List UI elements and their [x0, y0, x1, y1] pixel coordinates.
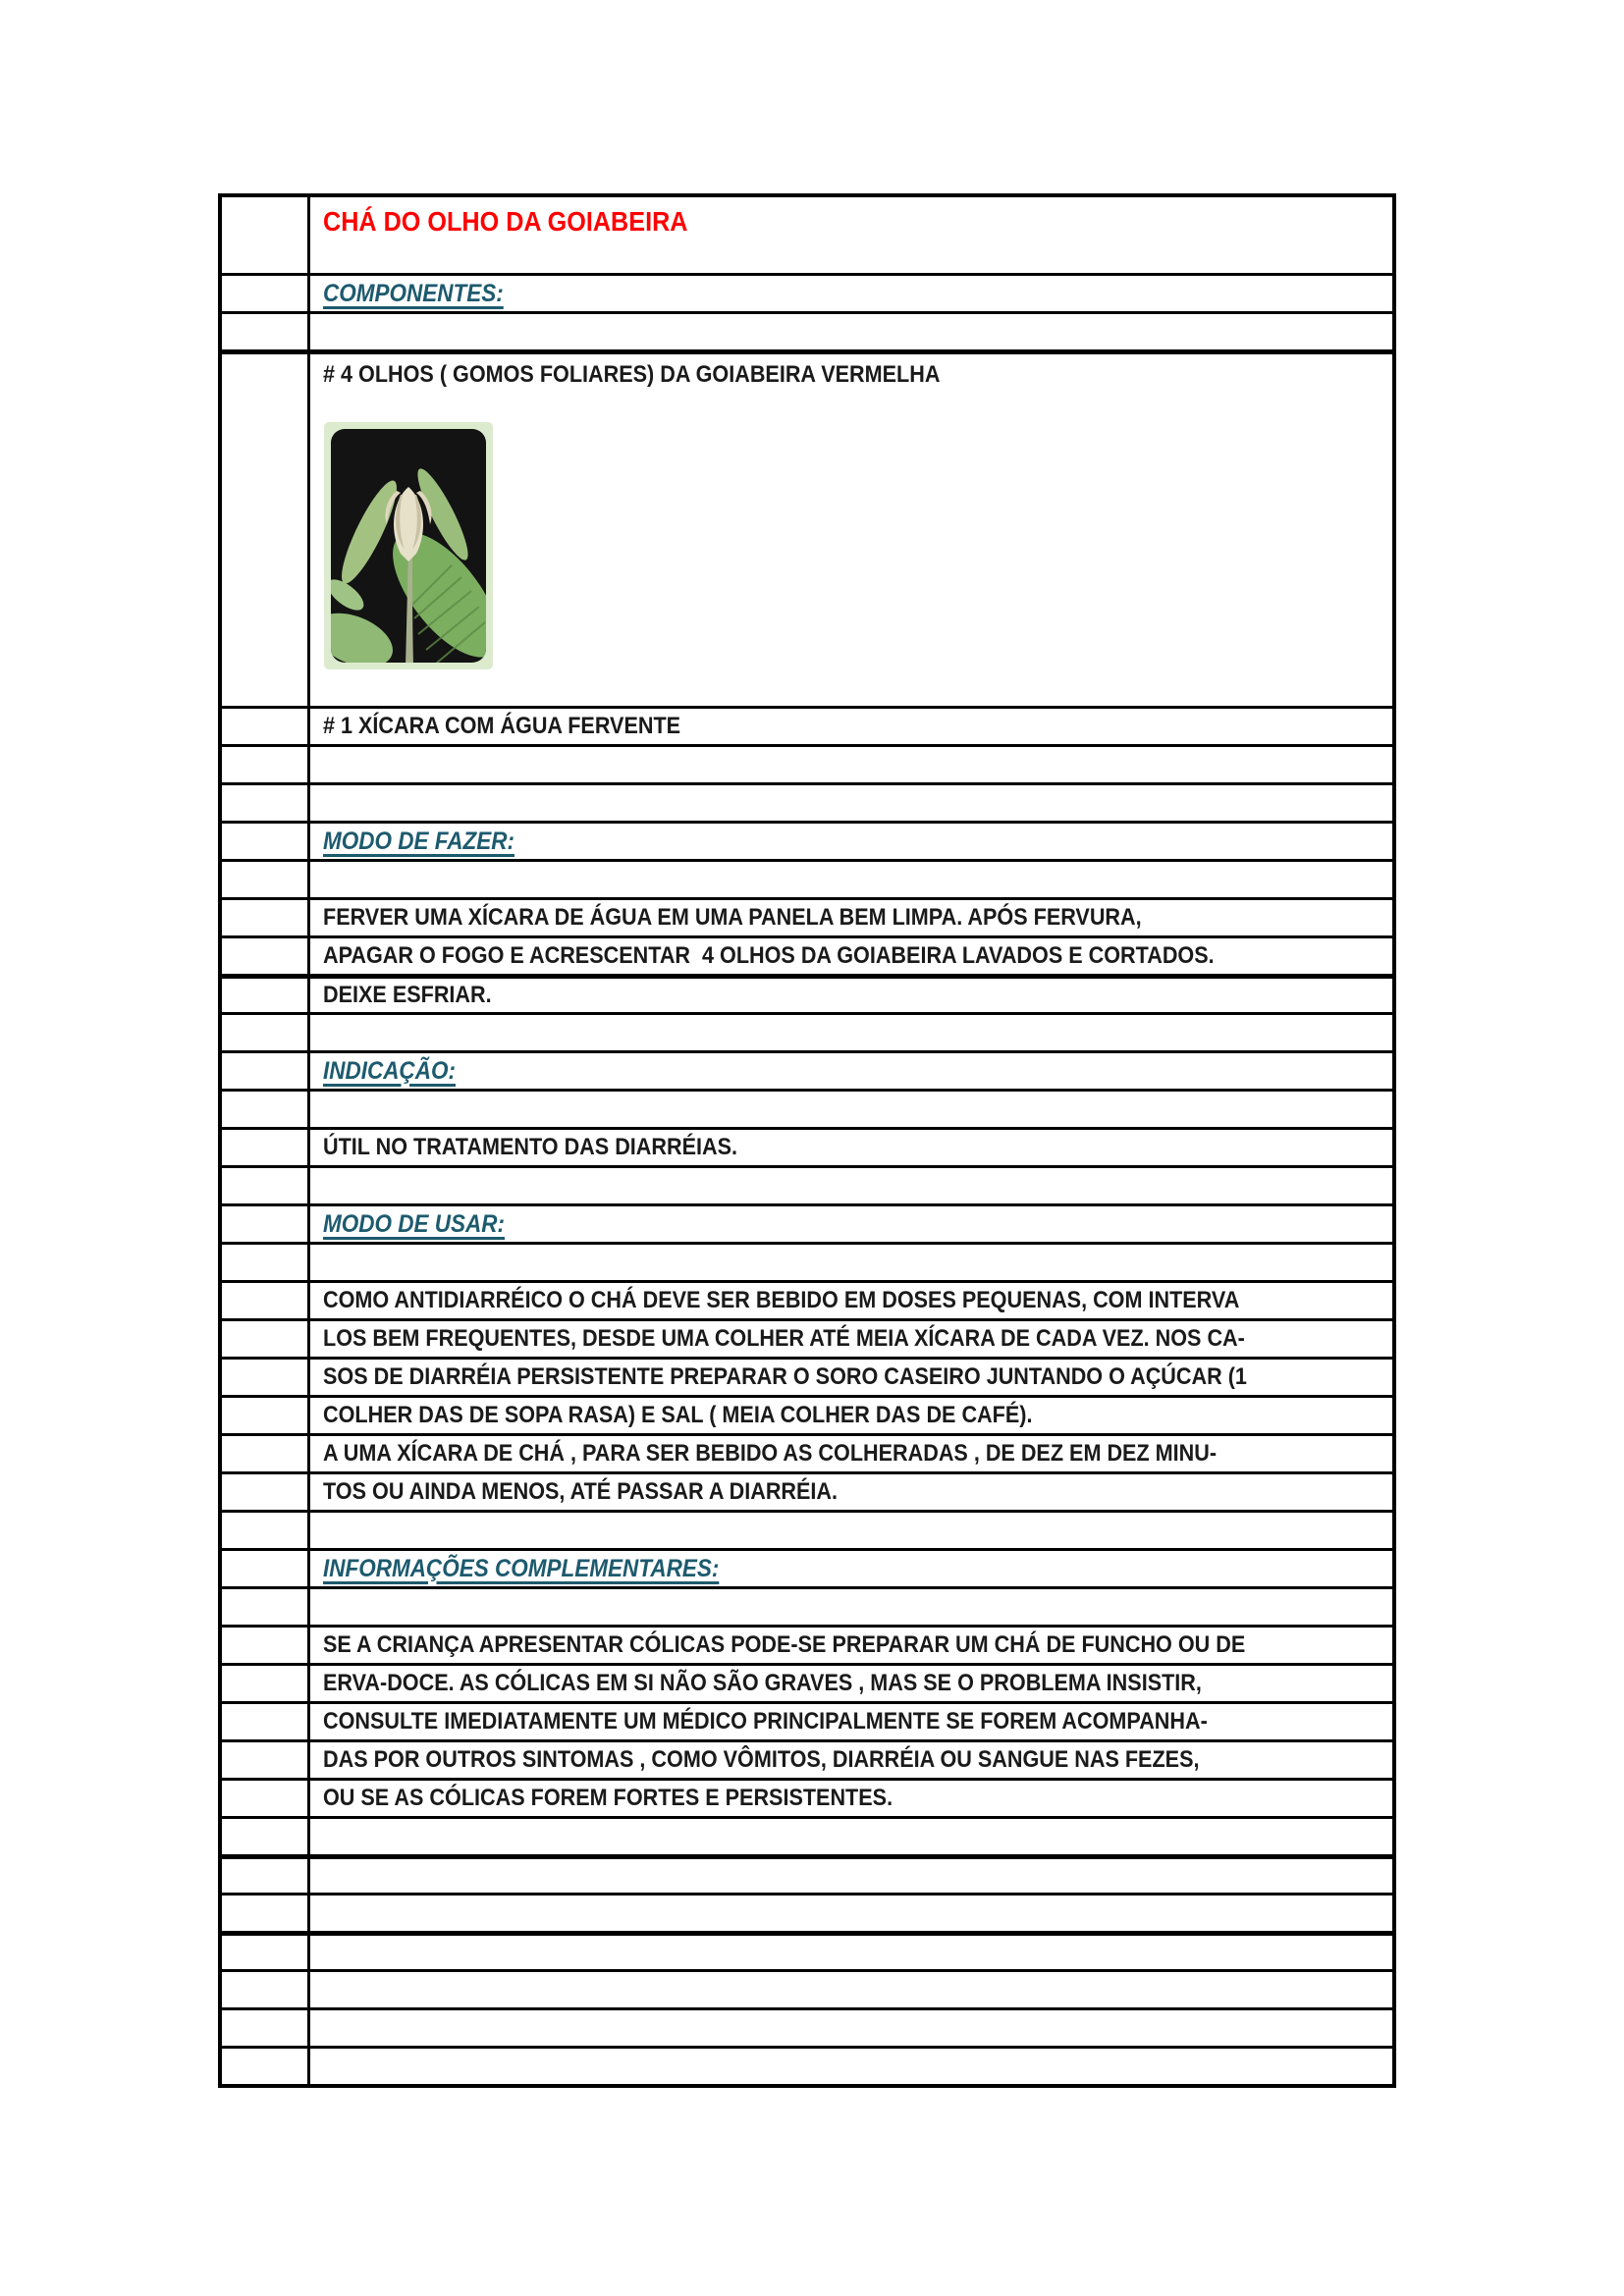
heading-row-componentes [222, 273, 1392, 311]
usage-line-6: TOS OU AINDA MENOS, ATÉ PASSAR A DIARRÉIA. [323, 1478, 839, 1506]
left-margin-cell [222, 1859, 310, 1893]
empty-cell [310, 1936, 1392, 1969]
left-margin-cell [222, 1283, 310, 1318]
preparation-line-1: FERVER UMA XÍCARA DE ÁGUA EM UMA PANELA BEM LIMPA. APÓS FERVURA, [323, 904, 1142, 932]
usage-line-4: COLHER DAS DE SOPA RASA) E SAL ( MEIA COLHER DAS DE CAFÉ). [323, 1402, 1033, 1429]
left-margin-cell [222, 900, 310, 935]
empty-cell [310, 1168, 1392, 1203]
section-heading-informacoes: INFORMAÇÕES COMPLEMENTARES: [323, 1554, 720, 1582]
info-line-1: SE A CRIANÇA APRESENTAR CÓLICAS PODE-SE PREPARAR UM CHÁ DE FUNCHO OU DE [323, 1631, 1246, 1659]
usage-line-3: SOS DE DIARRÉIA PERSISTENTE PREPARAR O SORO CASEIRO JUNTANDO O AÇÚCAR (1 [323, 1363, 1247, 1391]
empty-row [222, 1969, 1392, 2007]
body-row [222, 1663, 1392, 1701]
heading-cell [310, 276, 1392, 311]
body-cell [310, 1704, 1392, 1739]
left-margin-cell [222, 1206, 310, 1242]
left-margin-cell [222, 747, 310, 782]
body-row [222, 1433, 1392, 1471]
heading-row-informacoes [222, 1548, 1392, 1586]
left-margin-cell [222, 1666, 310, 1701]
body-cell [310, 1283, 1392, 1318]
heading-cell [310, 1206, 1392, 1242]
left-margin-cell [222, 785, 310, 821]
section-heading-componentes: COMPONENTES: [323, 279, 504, 307]
left-margin-cell [222, 1015, 310, 1050]
left-margin-cell [222, 938, 310, 974]
empty-cell [310, 1859, 1392, 1893]
left-margin-cell [222, 1628, 310, 1663]
left-margin-cell [222, 1360, 310, 1395]
left-margin-cell [222, 1130, 310, 1165]
left-margin-cell [222, 862, 310, 897]
empty-row [222, 1165, 1392, 1203]
body-row [222, 1395, 1392, 1433]
left-margin-cell [222, 709, 310, 744]
body-cell [310, 1781, 1392, 1816]
left-margin-cell [222, 1589, 310, 1625]
body-cell [310, 900, 1392, 935]
body-cell [310, 1321, 1392, 1357]
empty-row [222, 311, 1392, 349]
empty-cell [310, 1513, 1392, 1548]
body-row [222, 1357, 1392, 1395]
body-cell [310, 1360, 1392, 1395]
body-cell [310, 1742, 1392, 1778]
component-line-2: # 1 XÍCARA COM ÁGUA FERVENTE [323, 713, 681, 740]
left-margin-cell [222, 1551, 310, 1586]
empty-row [222, 859, 1392, 897]
components-figure-row [222, 349, 1392, 706]
figure-cell [310, 354, 1392, 706]
preparation-line-3: DEIXE ESFRIAR. [323, 982, 492, 1009]
empty-cell [310, 1819, 1392, 1854]
left-margin-cell [222, 1896, 310, 1931]
empty-row [222, 1816, 1392, 1854]
heading-row-indicacao [222, 1050, 1392, 1089]
empty-row [222, 2046, 1392, 2084]
body-cell [310, 1474, 1392, 1510]
empty-cell [310, 1896, 1392, 1931]
usage-line-1: COMO ANTIDIARRÉICO O CHÁ DEVE SER BEBIDO EM DOSES PEQUENAS, COM INTERVA [323, 1287, 1240, 1314]
body-row [222, 1127, 1392, 1165]
left-margin-cell [222, 2010, 310, 2046]
empty-row [222, 1854, 1392, 1893]
left-margin-cell [222, 1092, 310, 1127]
section-heading-indicacao: INDICAÇÃO: [323, 1056, 456, 1085]
left-margin-cell [222, 1321, 310, 1357]
body-row [222, 1778, 1392, 1816]
guava-shoot-photo [324, 422, 493, 669]
body-row [222, 706, 1392, 744]
body-cell [310, 709, 1392, 744]
left-margin-cell [222, 1053, 310, 1089]
left-margin-cell [222, 1474, 310, 1510]
body-cell [310, 1628, 1392, 1663]
section-heading-modo-de-fazer: MODO DE FAZER: [323, 827, 515, 855]
empty-row [222, 1242, 1392, 1280]
left-margin-cell [222, 1168, 310, 1203]
heading-row-modo-de-fazer [222, 821, 1392, 859]
left-margin-cell [222, 1972, 310, 2007]
left-margin-cell [222, 276, 310, 311]
heading-row-modo-de-usar [222, 1203, 1392, 1242]
left-margin-cell [222, 1245, 310, 1280]
body-row [222, 974, 1392, 1012]
empty-cell [310, 1589, 1392, 1625]
left-margin-cell [222, 314, 310, 349]
body-cell [310, 1666, 1392, 1701]
preparation-line-2: APAGAR O FOGO E ACRESCENTAR 4 OLHOS DA GOIABEIRA LAVADOS E CORTADOS. [323, 942, 1215, 970]
left-margin-cell [222, 1704, 310, 1739]
body-row [222, 1625, 1392, 1663]
empty-row [222, 744, 1392, 782]
empty-row [222, 2007, 1392, 2046]
body-row [222, 1318, 1392, 1357]
left-margin-cell [222, 354, 310, 706]
empty-cell [310, 747, 1392, 782]
empty-row [222, 1012, 1392, 1050]
left-margin-cell [222, 1398, 310, 1433]
empty-cell [310, 314, 1392, 349]
left-margin-cell [222, 824, 310, 859]
body-row [222, 1701, 1392, 1739]
body-row [222, 1471, 1392, 1510]
section-heading-modo-de-usar: MODO DE USAR: [323, 1209, 506, 1238]
body-cell [310, 1436, 1392, 1471]
left-margin-cell [222, 1436, 310, 1471]
empty-row [222, 1931, 1392, 1969]
body-row [222, 1739, 1392, 1778]
heading-cell [310, 1053, 1392, 1089]
left-margin-cell [222, 979, 310, 1012]
recipe-table [218, 193, 1396, 2088]
empty-cell [310, 1015, 1392, 1050]
heading-cell [310, 824, 1392, 859]
empty-row [222, 782, 1392, 821]
left-margin-cell [222, 2049, 310, 2084]
left-margin-cell [222, 197, 310, 273]
body-row [222, 897, 1392, 935]
body-cell [310, 1130, 1392, 1165]
body-cell [310, 979, 1392, 1012]
indication-line-1: ÚTIL NO TRATAMENTO DAS DIARRÉIAS. [323, 1134, 738, 1161]
page-title: CHÁ DO OLHO DA GOIABEIRA [323, 206, 688, 237]
heading-cell [310, 1551, 1392, 1586]
body-cell [310, 938, 1392, 974]
left-margin-cell [222, 1742, 310, 1778]
empty-cell [310, 2010, 1392, 2046]
usage-line-5: A UMA XÍCARA DE CHÁ , PARA SER BEBIDO AS COLHERADAS , DE DEZ EM DEZ MINU- [323, 1440, 1218, 1468]
info-line-4: DAS POR OUTROS SINTOMAS , COMO VÔMITOS, DIARRÉIA OU SANGUE NAS FEZES, [323, 1746, 1200, 1774]
empty-cell [310, 1092, 1392, 1127]
left-margin-cell [222, 1513, 310, 1548]
empty-cell [310, 862, 1392, 897]
body-cell [310, 1398, 1392, 1433]
info-line-3: CONSULTE IMEDIATAMENTE UM MÉDICO PRINCIPALMENTE SE FOREM ACOMPANHA- [323, 1708, 1208, 1735]
empty-row [222, 1510, 1392, 1548]
usage-line-2: LOS BEM FREQUENTES, DESDE UMA COLHER ATÉ MEIA XÍCARA DE CADA VEZ. NOS CA- [323, 1325, 1245, 1353]
empty-cell [310, 1972, 1392, 2007]
body-row [222, 1280, 1392, 1318]
left-margin-cell [222, 1819, 310, 1854]
title-row [222, 197, 1392, 273]
left-margin-cell [222, 1781, 310, 1816]
body-row [222, 935, 1392, 974]
info-line-2: ERVA-DOCE. AS CÓLICAS EM SI NÃO SÃO GRAVES , MAS SE O PROBLEMA INSISTIR, [323, 1670, 1202, 1697]
empty-cell [310, 785, 1392, 821]
empty-row [222, 1586, 1392, 1625]
empty-row [222, 1893, 1392, 1931]
empty-cell [310, 2049, 1392, 2084]
title-cell [310, 197, 1392, 273]
empty-cell [310, 1245, 1392, 1280]
empty-row [222, 1089, 1392, 1127]
left-margin-cell [222, 1936, 310, 1969]
component-line-1: # 4 OLHOS ( GOMOS FOLIARES) DA GOIABEIRA VERMELHA [323, 361, 941, 388]
info-line-5: OU SE AS CÓLICAS FOREM FORTES E PERSISTENTES. [323, 1785, 893, 1812]
